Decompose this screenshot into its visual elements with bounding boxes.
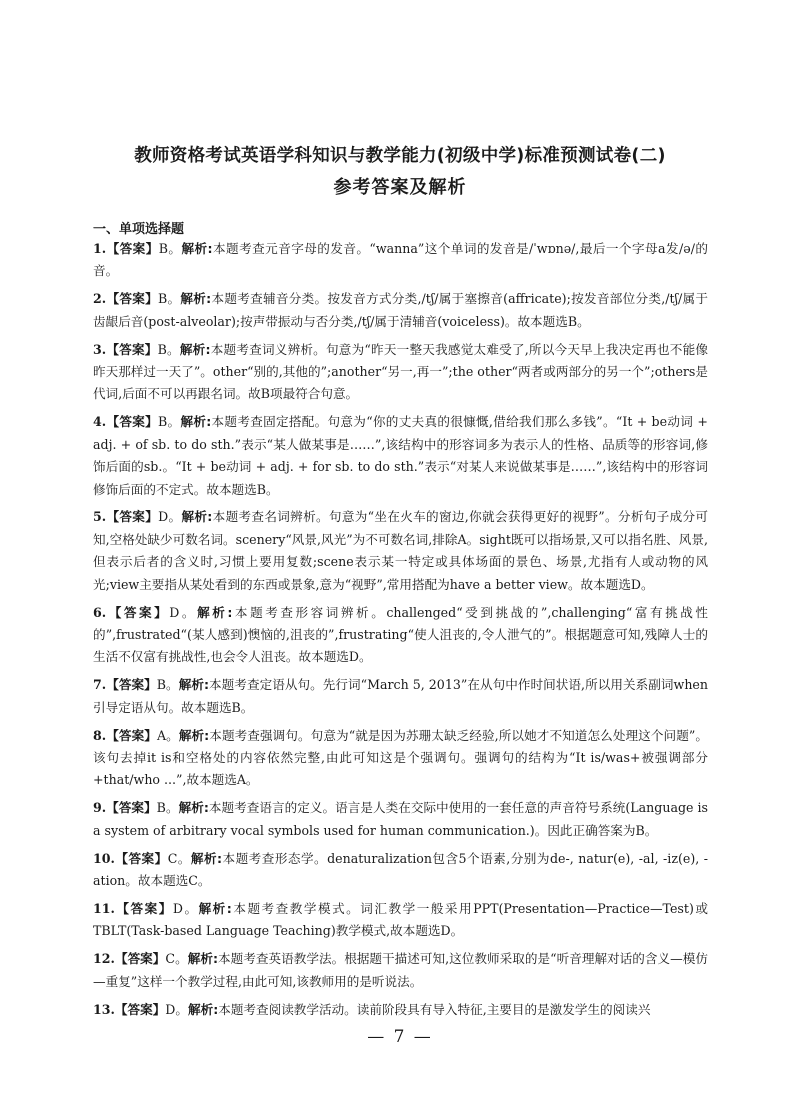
- answer-item: [93, 948, 708, 993]
- page-number: — 7 —: [367, 1027, 433, 1047]
- explanation-label: 解析:: [197, 604, 233, 620]
- explanation-label: 解析:: [179, 341, 211, 357]
- explanation-text: 本题考查阅读教学活动。读前阶段具有导入特征,主要目的是激发学生的阅读兴: [218, 1001, 651, 1017]
- answer-item: [93, 848, 708, 893]
- answer-label: 【答案】: [114, 850, 168, 866]
- answer-value: B。: [156, 677, 179, 693]
- answer-label: 【答案】: [106, 604, 170, 620]
- answer-list: [93, 238, 708, 1027]
- explanation-text: 本题考查定语从句。先行词“March 5, 2013”在从句中作时间状语,所以用关系副词when引导定语从句。故本题选B。: [93, 677, 708, 715]
- answer-value: B。: [156, 800, 179, 816]
- explanation-text: 本题考查词义辨析。句意为“昨天一整天我感觉太难受了,所以今天早上我决定再也不能像昨天那样过一天了”。other“别的,其他的”;another“另一,再一”;the other“两者或两部分的另一个”;others是代词,后面不可以再跟名词。故B项最符合句意。: [93, 341, 708, 402]
- item-number: 3.: [93, 341, 107, 357]
- answer-label: 【答案】: [114, 951, 166, 967]
- item-number: 12.: [93, 951, 115, 967]
- explanation-label: 解析:: [187, 951, 218, 967]
- explanation-label: 解析:: [181, 241, 213, 256]
- answer-item: [93, 288, 708, 333]
- explanation-label: 解析:: [198, 900, 232, 916]
- answer-value: D。: [169, 604, 198, 620]
- answer-value: B。: [157, 341, 180, 357]
- section-heading: 一、单项选择题: [93, 222, 185, 237]
- answer-label: 【答案】: [114, 900, 173, 916]
- answer-value: D。: [172, 900, 199, 916]
- explanation-label: 解析:: [178, 727, 210, 743]
- answer-label: 【答案】: [106, 414, 158, 430]
- answer-value: D。: [158, 509, 182, 525]
- answer-item: [93, 999, 708, 1021]
- item-number: 4.: [93, 414, 107, 430]
- answer-item: [93, 725, 708, 792]
- answer-item: [93, 506, 708, 596]
- explanation-label: 解析:: [188, 1001, 219, 1017]
- item-number: 10.: [93, 850, 115, 866]
- explanation-text: 本题考查教学模式。词汇教学一般采用PPT(Presentation—Practice—Test)或TBLT(Task-based Language Teaching)教学模式,故本题选D。: [93, 900, 708, 939]
- answer-value: B。: [158, 414, 181, 430]
- explanation-label: 解析:: [181, 509, 213, 525]
- explanation-label: 解析:: [190, 850, 223, 866]
- answer-item: [93, 797, 708, 842]
- item-number: 1.: [93, 241, 107, 256]
- explanation-label: 解析:: [178, 800, 209, 816]
- page-subtitle: 参考答案及解析: [333, 177, 467, 198]
- answer-label: 【答案】: [106, 727, 157, 743]
- answer-item: [93, 602, 708, 669]
- explanation-label: 解析:: [180, 414, 212, 430]
- explanation-text: 本题考查英语教学法。根据题干描述可知,这位教师采取的是“听音理解对话的含义—模仿—重复”这样一个教学过程,由此可知,该教师用的是听说法。: [93, 951, 708, 989]
- answer-label: 【答案】: [114, 1001, 166, 1017]
- item-number: 8.: [93, 727, 107, 743]
- explanation-text: 本题考查形态学。denaturalization包含5个语素,分别为de-, natur(e), -al, -iz(e), -ation。故本题选C。: [93, 850, 708, 889]
- explanation-text: 本题考查固定搭配。句意为“你的丈夫真的很慷慨,借给我们那么多钱”。“It + be动词 + adj. + of sb. to do sth.”表示“某人做某事是……”,该结构中的形容词多为表示人的性格、品质等的形容词,修饰后面的sb.。“It + be动词 + adj. + for sb. to do sth.”表示“对某人来说做某事是……”,该结构中的形容词修饰后面的不定式。故本题选B。: [93, 414, 708, 497]
- item-number: 11.: [93, 900, 115, 916]
- explanation-text: 本题考查元音字母的发音。“wanna”这个单词的发音是/ˈwɒnə/,最后一个字母a发/ə/的音。: [93, 241, 708, 279]
- page-title: 教师资格考试英语学科知识与教学能力(初级中学)标准预测试卷(二): [134, 146, 666, 166]
- item-number: 2.: [93, 291, 107, 307]
- answer-value: C。: [165, 951, 188, 967]
- answer-value: D。: [165, 1001, 188, 1017]
- answer-item: [93, 411, 708, 501]
- answer-label: 【答案】: [106, 241, 159, 256]
- answer-item: [93, 898, 708, 943]
- item-number: 9.: [93, 800, 107, 816]
- explanation-text: 本题考查名词辨析。句意为“坐在火车的窗边,你就会获得更好的视野”。分析句子成分可知,空格处缺少可数名词。scenery“风景,风光”为不可数名词,排除A。sight既可以指场景,又可以指名胜、风景,但表示后者的含义时,习惯上要用复数;scene表示某一特定或具体场面的景色、场景,尤指有人或动物的风光;view主要指从某处看到的东西或景象,意为“视野”,常用搭配为have a better view。故本题选D。: [93, 509, 709, 592]
- answer-item: [93, 238, 708, 283]
- answer-label: 【答案】: [106, 291, 158, 307]
- answer-label: 【答案】: [106, 341, 158, 357]
- item-number: 5.: [93, 509, 107, 525]
- answer-item: [93, 339, 708, 406]
- item-number: 7.: [93, 677, 107, 693]
- answer-value: B。: [158, 241, 182, 256]
- explanation-label: 解析:: [178, 677, 209, 693]
- explanation-text: 本题考查辅音分类。按发音方式分类,/tʃ/属于塞擦音(affricate);按发音部位分类,/tʃ/属于齿龈后音(post-alveolar);按声带振动与否分类,/tʃ/属于清辅音(voiceless)。故本题选B。: [93, 291, 708, 329]
- answer-value: C。: [167, 850, 191, 866]
- answer-value: A。: [156, 727, 179, 743]
- answer-label: 【答案】: [106, 677, 157, 693]
- explanation-text: 本题考查强调句。句意为“就是因为苏珊太缺乏经验,所以她才不知道怎么处理这个问题”。该句去掉it is和空格处的内容依然完整,由此可知这是个强调句。强调句的结构为“It is/was+被强调部分+that/who ...”,故本题选A。: [93, 727, 708, 788]
- explanation-text: 本题考查形容词辨析。challenged“受到挑战的”,challenging“富有挑战性的”,frustrated“(某人感到)懊恼的,沮丧的”,frustrating“使人沮丧的,令人泄气的”。根据题意可知,残障人士的生活不仅富有挑战性,也会令人沮丧。故本题选D。: [93, 604, 709, 665]
- answer-label: 【答案】: [106, 509, 159, 525]
- explanation-text: 本题考查语言的定义。语言是人类在交际中使用的一套任意的声音符号系统(Language is a system of arbitrary vocal symbols used for human communication.)。因此正确答案为B。: [93, 800, 708, 838]
- answer-item: [93, 674, 708, 719]
- answer-value: B。: [157, 291, 181, 307]
- item-number: 6.: [93, 604, 107, 620]
- item-number: 13.: [93, 1001, 115, 1017]
- explanation-label: 解析:: [180, 291, 212, 307]
- answer-label: 【答案】: [106, 800, 157, 816]
